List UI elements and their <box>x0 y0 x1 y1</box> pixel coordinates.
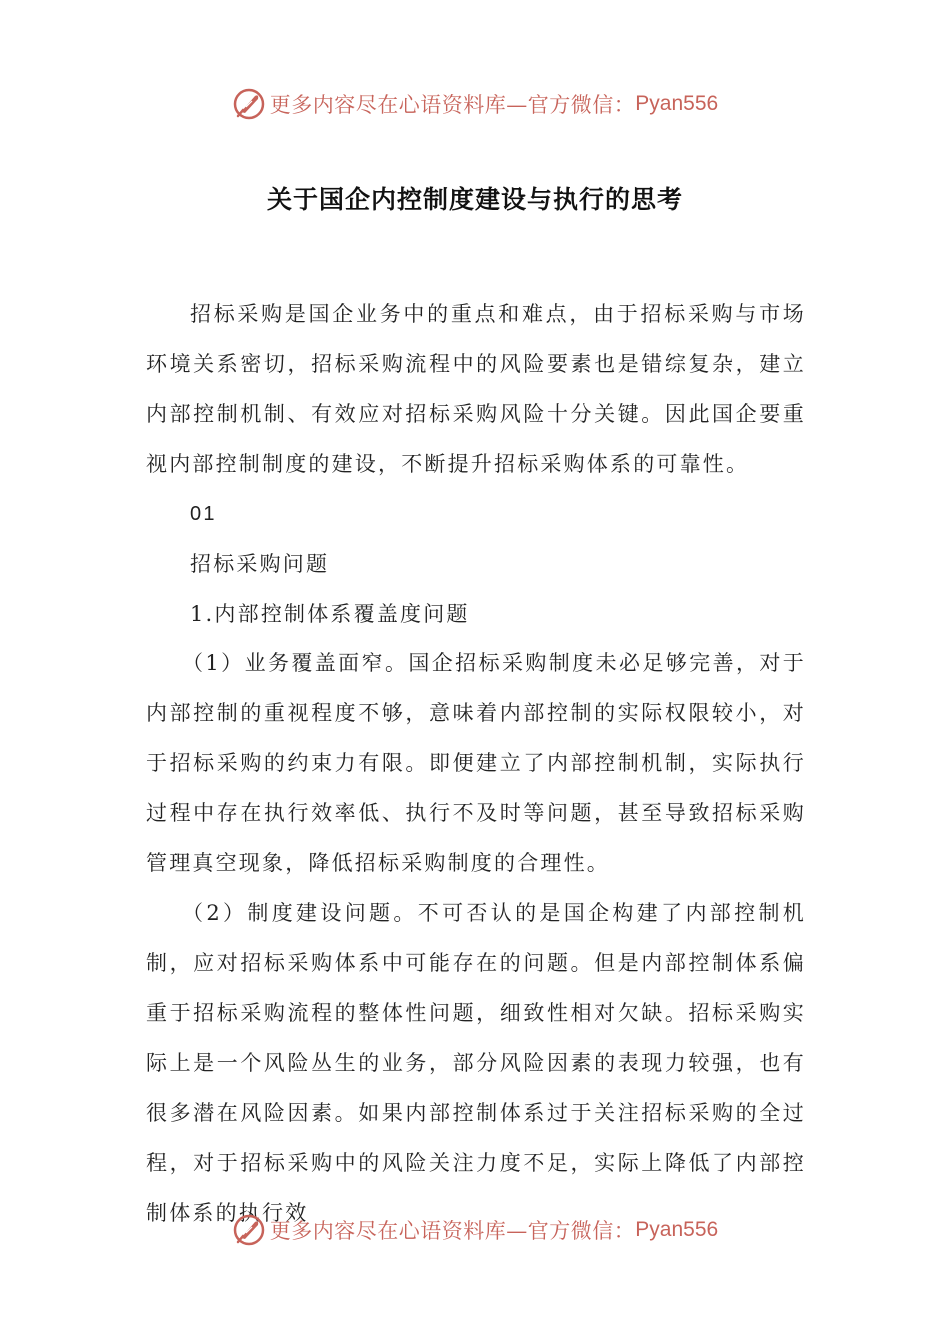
intro-paragraph: 招标采购是国企业务中的重点和难点，由于招标采购与市场环境关系密切，招标采购流程中的风险要素也是错综复杂，建立内部控制机制、有效应对招标采购风险十分关键。因此国企要重视内部控制制度的建设，不断提升招标采购体系的可靠性。 <box>146 302 806 476</box>
watermark-banner-top <box>0 84 950 124</box>
item-2-paragraph: （2）制度建设问题。不可否认的是国企构建了内部控制机制，应对招标采购体系中可能存在的问题。但是内部控制体系偏重于招标采购流程的整体性问题，细致性相对欠缺。招标采购实际上是一个风险丛生的业务，部分风险因素的表现力较强，也有很多潜在风险因素。如果内部控制体系过于关注招标采购的全过程，对于招标采购中的风险关注力度不足，实际上降低了内部控制体系的执行效 <box>146 901 806 1225</box>
item-1-paragraph: （1）业务覆盖面窄。国企招标采购制度未必足够完善，对于内部控制的重视程度不够，意味着内部控制的实际权限较小，对于招标采购的约束力有限。即便建立了内部控制机制，实际执行过程中存在执行效率低、执行不及时等问题，甚至导致招标采购管理真空现象，降低招标采购制度的合理性。 <box>146 651 806 875</box>
quill-pen-logo-icon <box>232 87 266 121</box>
section-title: 招标采购问题 <box>190 552 330 576</box>
watermark-wechat-id: Pyan556 <box>635 92 719 115</box>
section-number: 01 <box>190 503 217 525</box>
subsection-title: 1.内部控制体系覆盖度问题 <box>190 602 470 626</box>
watermark-banner-bottom <box>0 1210 950 1250</box>
document-title: 关于国企内控制度建设与执行的思考 <box>266 185 683 214</box>
watermark-wechat-id: Pyan556 <box>635 1218 719 1241</box>
watermark-text: 更多内容尽在心语资料库—官方微信： <box>269 1219 636 1243</box>
watermark-text: 更多内容尽在心语资料库—官方微信： <box>269 93 636 117</box>
quill-pen-logo-icon <box>232 1213 266 1247</box>
